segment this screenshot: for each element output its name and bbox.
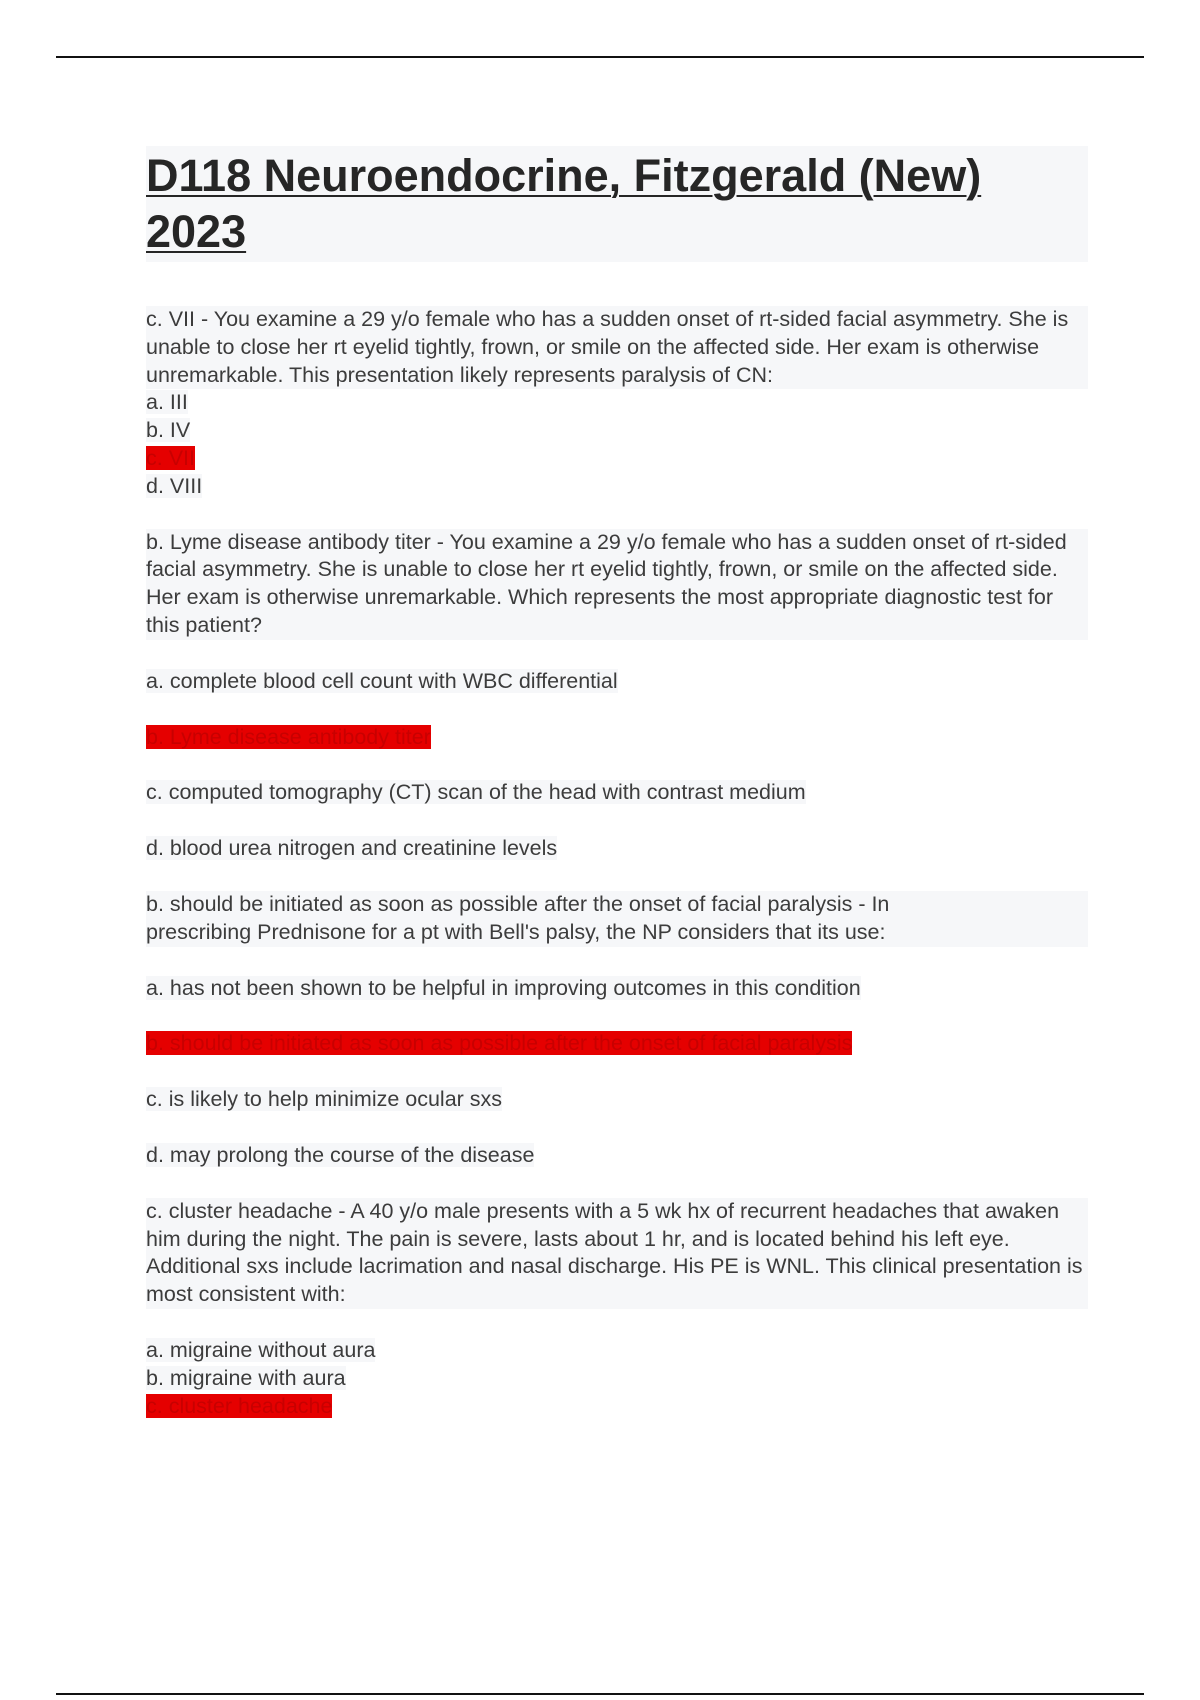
option-item: a. migraine without aura: [146, 1337, 376, 1362]
option-item-highlighted: b. Lyme disease antibody titer: [146, 724, 431, 749]
question-prompt: b. Lyme disease antibody titer - You examine a 29 y/o female who has a sudden onset of rt-sided facial asymmetry. She is unable to close her rt eyelid tightly, frown, or smile on the affected side. Her exam is otherwise unremarkable. Which represents the most appropriate diagnostic test for this patient?: [146, 529, 1088, 640]
option-item-highlighted: c. cluster headache: [146, 1393, 333, 1418]
option-item: b. migraine with aura: [146, 1365, 346, 1390]
option-item: d. may prolong the course of the disease: [146, 1142, 535, 1167]
option-item: a. has not been shown to be helpful in improving outcomes in this condition: [146, 975, 861, 1000]
option-item-highlighted: c. VII: [146, 445, 195, 470]
document-content: [146, 146, 1088, 1420]
question-list: [146, 306, 1088, 1420]
option-item: b. IV: [146, 418, 191, 443]
option-item-highlighted: b. should be initiated as soon as possible after the onset of facial paralysis: [146, 1031, 853, 1056]
option-item: a. complete blood cell count with WBC differential: [146, 668, 618, 693]
option-item: c. computed tomography (CT) scan of the head with contrast medium: [146, 780, 806, 805]
option-item: d. VIII: [146, 473, 203, 498]
question-prompt: b. should be initiated as soon as possible after the onset of facial paralysis - In prescribing Prednisone for a pt with Bell's palsy, the NP considers that its use:: [146, 891, 1088, 947]
document-title: D118 Neuroendocrine, Fitzgerald (New) 2023: [146, 150, 982, 257]
option-item: a. III: [146, 390, 188, 415]
question-prompt: c. cluster headache - A 40 y/o male presents with a 5 wk hx of recurrent headaches that awaken him during the night. The pain is severe, lasts about 1 hr, and is located behind his left eye. Additional sxs include lacrimation and nasal discharge. His PE is WNL. This clinical presentation is most consistent with:: [146, 1198, 1088, 1309]
title-block: [146, 146, 1088, 262]
option-item: c. is likely to help minimize ocular sxs: [146, 1087, 503, 1112]
option-item: d. blood urea nitrogen and creatinine levels: [146, 836, 558, 861]
bottom-rule: [56, 1693, 1144, 1695]
top-rule: [56, 56, 1144, 58]
question-prompt: c. VII - You examine a 29 y/o female who has a sudden onset of rt-sided facial asymmetry. She is unable to close her rt eyelid tightly, frown, or smile on the affected side. Her exam is otherwise unremarkable. This presentation likely represents paralysis of CN:: [146, 306, 1088, 389]
